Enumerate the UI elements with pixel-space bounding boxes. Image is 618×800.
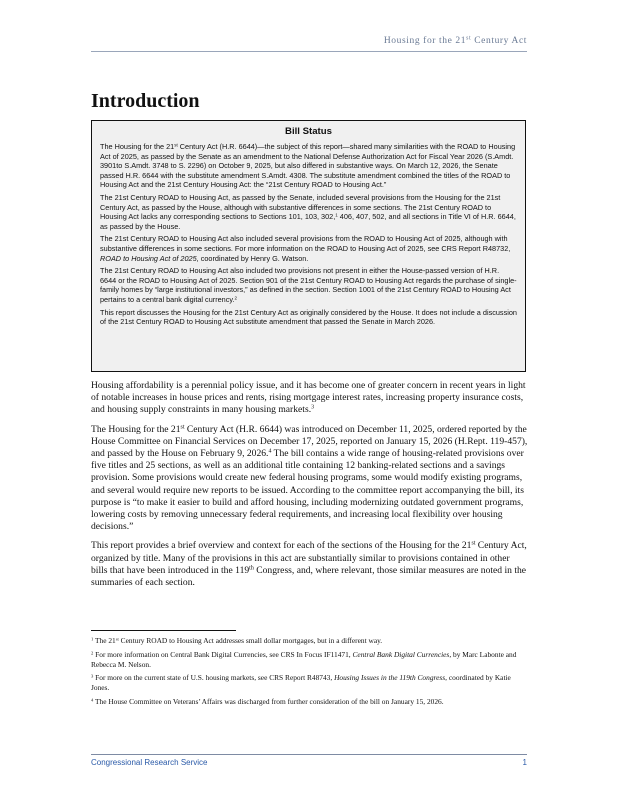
running-header-sup: st (466, 35, 472, 42)
bill-status-paragraph-3: The 21st Century ROAD to Housing Act also included several provisions from the ROAD to Housing Act of 2025, although with substantive differences in some sections. For more information on the ROAD to Housing Act of 2025, see CRS Report R48732, ROAD to Housing Act of 2025, coordinated by Henry G. Watson. (100, 234, 511, 263)
footnote-ref-2[interactable]: 2 (234, 295, 238, 301)
bill-status-heading: Bill Status (285, 126, 332, 137)
bill-status-paragraph-5: This report discusses the Housing for the 21st Century Act as originally considered by the House. It does not include a discussion of the 21st Century ROAD to Housing Act substitute amendment that passed the Senate in March 2026. (100, 307, 517, 327)
footnote-1: $^1$ The 21st Century ROAD to Housing Act addresses small dollar mortgages, but in a different way. (91, 636, 383, 645)
footer-organization: Congressional Research Service (91, 758, 208, 767)
footnote-ref-1[interactable]: 1 (335, 212, 338, 218)
footnotes (91, 636, 528, 711)
body-paragraph-2: The Housing for the 21st Century Act (H.R. 6644) was introduced on December 11, 2025, ordered reported by the House Committee on Financial Services on December 17, 2025, reported on January 15, 2026 (H.Rept. 119-457), and passed by the House on February 9, 2026.$^4$ The bill contains a wide range of housing-related provisions over five titles and 25 sections, as well as an additional title containing 12 banking-related sections and a savings provision. Some provisions would create new federal housing programs, some would modify existing programs, and several would require new reports to be issued. According to the committee report accompanying the bill, its purpose is “to make it easier to build and afford housing, including modernizing outdated government programs, lowering costs by removing unnecessary federal requirements, and increasing local flexibility over housing decisions.” (91, 423, 528, 533)
bill-status-box (91, 120, 526, 372)
bill-status-paragraph-2: The 21st Century ROAD to Housing Act, as passed by the Senate, included several provisions from the Housing for the 21st Century Act, as passed by the House, although with substantive differences in some sections. The 21st Century ROAD to Housing Act lacks any corresponding sections to Sections 101, 103, 302,$^1$ 406, 407, 502, and all sections in Title VI of H.R. 6644, as passed by the House. (100, 192, 516, 231)
footnote-2: $^2$ For more information on Central Bank Digital Currencies, see CRS In Focus IF11471, Central Bank Digital Currencies, by Marc Labonte and Rebecca M. Nelson. (91, 649, 517, 669)
header-rule (91, 51, 527, 52)
footer-rule (91, 754, 527, 755)
footnote-4: $^4$ The House Committee on Veterans’ Affairs was discharged from further consideration of the bill on January 15, 2026. (91, 696, 444, 706)
page-number: 1 (522, 758, 527, 767)
running-header (0, 36, 527, 46)
running-header-text-end: Century Act (471, 36, 527, 46)
bill-status-paragraph-4: The 21st Century ROAD to Housing Act also included two provisions not present in either the House-passed version of H.R. 6644 or the ROAD to Housing Act of 2025. Section 901 of the 21st Century ROAD to Housing Act regards the purchase of single-family homes by “large institutional investors,” as defined in the section. Section 1001 of the 21st Century ROAD to Housing Act pertains to a central bank digital currency.$^2$ (100, 266, 517, 304)
footnote-ref-3[interactable]: 3 (311, 404, 315, 411)
footnote-3: $^3$ For more on the current state of U.S. housing markets, see CRS Report R48743, Housing Issues in the 119th Congress, coordinated by Katie Jones. (91, 673, 511, 693)
body-paragraph-3: This report provides a brief overview and context for each of the sections of the Housing for the 21st Century Act, organized by title. Many of the provisions in this act are substantially similar to provisions contained in other bills that have been introduced in the 119th Congress, and, where relevant, those similar measures are noted in the summaries of each section. (91, 540, 527, 589)
bill-status-paragraph-1: The Housing for the 21st Century Act (H.R. 6644)—the subject of this report—shared many similarities with the ROAD to Housing Act of 2025, as passed by the Senate as an amendment to the National Defense Authorization Act for Fiscal Year 2026 (S.Amdt. 3901to S.Amdt. 3748 to S. 2296) on October 9, 2025, but also differed in substantive ways. On March 12, 2026, the Senate passed H.R. 6644 with the substitute amendment S.Amdt. 4308. The substitute amendment combined the titles of the ROAD to Housing Act and the 21st Century Housing Act: the “21st Century ROAD to Housing Act.” (100, 142, 516, 190)
body-paragraph-1: Housing affordability is a perennial policy issue, and it has become one of greater concern in recent years in light of notable increases in house prices and rents, rising mortgage interest rates, increasing property insurance costs, and housing supply constraints in many housing markets.$^3$ (91, 380, 526, 416)
footnote-ref-4[interactable]: 4 (268, 448, 272, 455)
footnote-divider (91, 630, 236, 631)
page-title: Introduction (91, 90, 200, 112)
body-text (91, 380, 528, 596)
running-header-text: Housing for the 21 (383, 36, 467, 46)
